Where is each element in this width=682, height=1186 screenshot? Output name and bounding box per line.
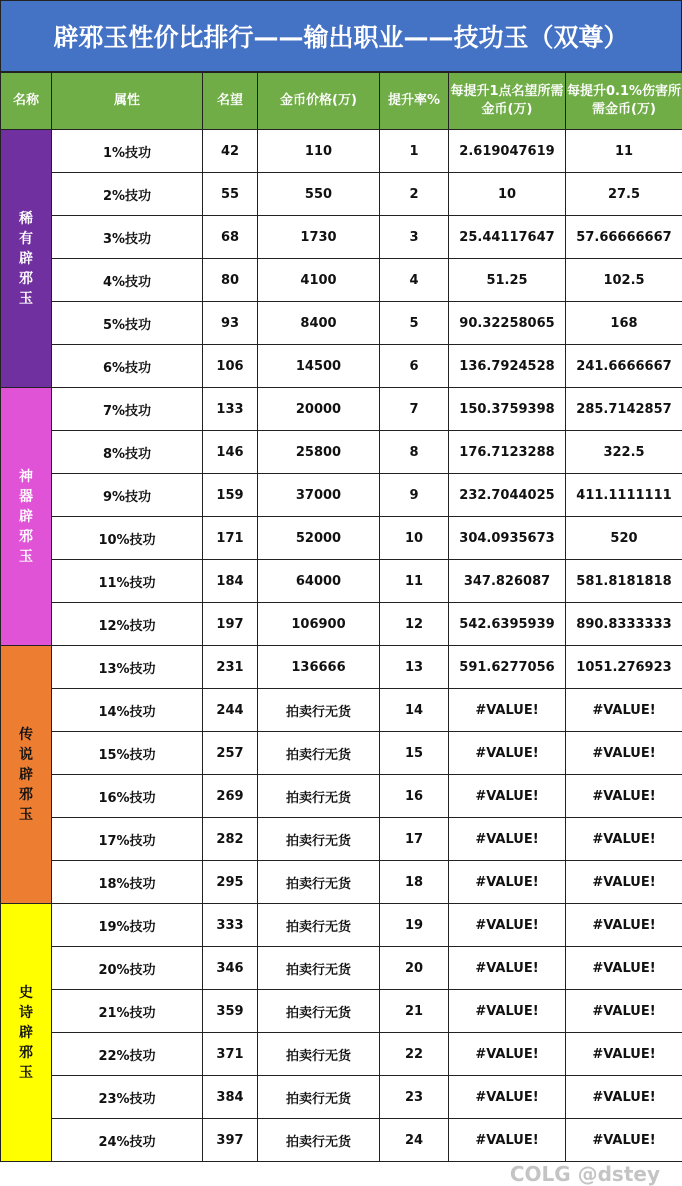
table-cell[interactable]: 241.6666667 <box>566 345 682 388</box>
table-cell[interactable]: 591.6277056 <box>449 646 566 689</box>
table-cell[interactable]: 269 <box>203 775 258 818</box>
table-cell[interactable]: 64000 <box>258 560 380 603</box>
table-cell[interactable]: 384 <box>203 1076 258 1119</box>
table-cell[interactable]: 25.44117647 <box>449 216 566 259</box>
table-cell[interactable]: 11 <box>380 560 449 603</box>
sheet-title: 辟邪玉性价比排行——输出职业——技功玉（双尊） <box>0 0 682 72</box>
table-cell[interactable]: 5%技功 <box>52 302 203 345</box>
table-cell[interactable]: 359 <box>203 990 258 1033</box>
table-cell[interactable]: 1%技功 <box>52 130 203 173</box>
table-cell[interactable]: 520 <box>566 517 682 560</box>
table-row <box>1 345 682 388</box>
table-cell[interactable]: #VALUE! <box>566 1119 682 1162</box>
table-cell[interactable]: 17%技功 <box>52 818 203 861</box>
table-cell[interactable]: 7%技功 <box>52 388 203 431</box>
table-cell[interactable]: 11%技功 <box>52 560 203 603</box>
table-cell[interactable]: 333 <box>203 904 258 947</box>
table-cell[interactable]: 51.25 <box>449 259 566 302</box>
price-table <box>0 72 682 1162</box>
column-header[interactable]: 属性 <box>52 73 203 130</box>
table-cell[interactable]: 581.8181818 <box>566 560 682 603</box>
table-row <box>1 388 682 431</box>
table-cell[interactable]: 21%技功 <box>52 990 203 1033</box>
table-row <box>1 990 682 1033</box>
table-cell[interactable]: 257 <box>203 732 258 775</box>
table-cell[interactable]: 550 <box>258 173 380 216</box>
table-cell[interactable]: 12%技功 <box>52 603 203 646</box>
table-cell[interactable]: 346 <box>203 947 258 990</box>
table-cell[interactable]: 10 <box>380 517 449 560</box>
table-cell[interactable]: 347.826087 <box>449 560 566 603</box>
table-cell[interactable]: 4100 <box>258 259 380 302</box>
table-cell[interactable]: 10 <box>449 173 566 216</box>
table-cell[interactable]: 542.6395939 <box>449 603 566 646</box>
table-cell[interactable]: 304.0935673 <box>449 517 566 560</box>
table-cell[interactable]: 14 <box>380 689 449 732</box>
table-row <box>1 646 682 689</box>
table-cell[interactable]: 13 <box>380 646 449 689</box>
table-cell[interactable]: 93 <box>203 302 258 345</box>
table-cell[interactable]: 232.7044025 <box>449 474 566 517</box>
table-cell[interactable]: 15 <box>380 732 449 775</box>
group-name-cell[interactable]: 神器辟邪玉 <box>1 388 52 646</box>
table-cell[interactable]: #VALUE! <box>566 904 682 947</box>
table-cell[interactable]: 9%技功 <box>52 474 203 517</box>
table-cell[interactable]: 136.7924528 <box>449 345 566 388</box>
table-cell[interactable]: 371 <box>203 1033 258 1076</box>
watermark: COLG @dstey <box>509 1162 660 1186</box>
table-cell[interactable]: #VALUE! <box>449 775 566 818</box>
table-cell[interactable]: 拍卖行无货 <box>258 1119 380 1162</box>
table-cell[interactable]: 168 <box>566 302 682 345</box>
table-cell[interactable]: 3%技功 <box>52 216 203 259</box>
table-cell[interactable]: #VALUE! <box>449 818 566 861</box>
table-cell[interactable]: 拍卖行无货 <box>258 861 380 904</box>
table-cell[interactable]: 4 <box>380 259 449 302</box>
table-cell[interactable]: 15%技功 <box>52 732 203 775</box>
table-cell[interactable]: 55 <box>203 173 258 216</box>
table-cell[interactable]: 10%技功 <box>52 517 203 560</box>
table-cell[interactable]: 322.5 <box>566 431 682 474</box>
table-cell[interactable]: 1 <box>380 130 449 173</box>
table-cell[interactable]: #VALUE! <box>449 1033 566 1076</box>
table-cell[interactable]: 13%技功 <box>52 646 203 689</box>
column-header[interactable]: 每提升1点名望所需金币(万) <box>449 73 566 130</box>
table-cell[interactable]: 150.3759398 <box>449 388 566 431</box>
table-row <box>1 947 682 990</box>
table-cell[interactable]: 21 <box>380 990 449 1033</box>
group-name-cell[interactable]: 史诗辟邪玉 <box>1 904 52 1162</box>
column-header[interactable]: 每提升0.1%伤害所需金币(万) <box>566 73 682 130</box>
table-cell[interactable]: 8 <box>380 431 449 474</box>
table-cell[interactable]: 3 <box>380 216 449 259</box>
table-cell[interactable]: 159 <box>203 474 258 517</box>
table-cell[interactable]: #VALUE! <box>566 689 682 732</box>
table-cell[interactable]: #VALUE! <box>449 1119 566 1162</box>
table-row <box>1 216 682 259</box>
table-cell[interactable]: 2%技功 <box>52 173 203 216</box>
table-row <box>1 560 682 603</box>
table-row <box>1 904 682 947</box>
table-cell[interactable]: 1051.276923 <box>566 646 682 689</box>
table-cell[interactable]: 6%技功 <box>52 345 203 388</box>
table-row <box>1 1033 682 1076</box>
table-cell[interactable]: 23%技功 <box>52 1076 203 1119</box>
table-cell[interactable]: #VALUE! <box>449 904 566 947</box>
table-row <box>1 818 682 861</box>
table-cell[interactable]: 57.66666667 <box>566 216 682 259</box>
table-cell[interactable]: 171 <box>203 517 258 560</box>
table-cell[interactable]: 27.5 <box>566 173 682 216</box>
table-cell[interactable]: 890.8333333 <box>566 603 682 646</box>
table-row <box>1 775 682 818</box>
table-cell[interactable]: 176.7123288 <box>449 431 566 474</box>
table-row <box>1 302 682 345</box>
table-cell[interactable]: 68 <box>203 216 258 259</box>
table-cell[interactable]: 14%技功 <box>52 689 203 732</box>
table-cell[interactable]: 拍卖行无货 <box>258 904 380 947</box>
table-row <box>1 861 682 904</box>
table-cell[interactable]: 244 <box>203 689 258 732</box>
table-cell[interactable]: 285.7142857 <box>566 388 682 431</box>
table-cell[interactable]: 52000 <box>258 517 380 560</box>
table-cell[interactable]: 110 <box>258 130 380 173</box>
table-cell[interactable]: 19 <box>380 904 449 947</box>
table-cell[interactable]: 397 <box>203 1119 258 1162</box>
table-cell[interactable]: 拍卖行无货 <box>258 1033 380 1076</box>
table-cell[interactable]: 19%技功 <box>52 904 203 947</box>
table-row <box>1 517 682 560</box>
table-cell[interactable]: 拍卖行无货 <box>258 689 380 732</box>
table-cell[interactable]: #VALUE! <box>566 990 682 1033</box>
table-cell[interactable]: 2 <box>380 173 449 216</box>
table-row <box>1 689 682 732</box>
table-cell[interactable]: 106900 <box>258 603 380 646</box>
table-cell[interactable]: 16%技功 <box>52 775 203 818</box>
table-cell[interactable]: #VALUE! <box>566 861 682 904</box>
table-cell[interactable]: 拍卖行无货 <box>258 1076 380 1119</box>
table-row <box>1 1076 682 1119</box>
column-header[interactable]: 名望 <box>203 73 258 130</box>
table-cell[interactable]: 22%技功 <box>52 1033 203 1076</box>
table-cell[interactable]: 拍卖行无货 <box>258 818 380 861</box>
table-cell[interactable]: 4%技功 <box>52 259 203 302</box>
table-cell[interactable]: 11 <box>566 130 682 173</box>
table-cell[interactable]: 24%技功 <box>52 1119 203 1162</box>
table-cell[interactable]: 295 <box>203 861 258 904</box>
table-cell[interactable]: 20 <box>380 947 449 990</box>
table-cell[interactable]: 拍卖行无货 <box>258 947 380 990</box>
table-cell[interactable]: 197 <box>203 603 258 646</box>
table-cell[interactable]: #VALUE! <box>449 732 566 775</box>
table-cell[interactable]: 18 <box>380 861 449 904</box>
table-row <box>1 259 682 302</box>
table-cell[interactable]: 6 <box>380 345 449 388</box>
table-cell[interactable]: 37000 <box>258 474 380 517</box>
table-cell[interactable]: #VALUE! <box>566 1033 682 1076</box>
table-cell[interactable]: #VALUE! <box>449 1076 566 1119</box>
table-cell[interactable]: 20000 <box>258 388 380 431</box>
table-cell[interactable]: 282 <box>203 818 258 861</box>
table-row <box>1 603 682 646</box>
table-row <box>1 474 682 517</box>
table-cell[interactable]: 8400 <box>258 302 380 345</box>
table-cell[interactable]: #VALUE! <box>449 861 566 904</box>
group-name-cell[interactable]: 稀有辟邪玉 <box>1 130 52 388</box>
table-cell[interactable]: 17 <box>380 818 449 861</box>
table-cell[interactable]: 23 <box>380 1076 449 1119</box>
group-name-cell[interactable]: 传说辟邪玉 <box>1 646 52 904</box>
table-cell[interactable]: 20%技功 <box>52 947 203 990</box>
table-cell[interactable]: 拍卖行无货 <box>258 775 380 818</box>
table-cell[interactable]: 24 <box>380 1119 449 1162</box>
table-row <box>1 1119 682 1162</box>
table-cell[interactable]: 80 <box>203 259 258 302</box>
header-row <box>1 73 682 130</box>
table-cell[interactable]: #VALUE! <box>566 818 682 861</box>
table-cell[interactable]: 16 <box>380 775 449 818</box>
table-cell[interactable]: 8%技功 <box>52 431 203 474</box>
table-cell[interactable]: 133 <box>203 388 258 431</box>
table-cell[interactable]: #VALUE! <box>566 732 682 775</box>
table-cell[interactable]: 42 <box>203 130 258 173</box>
table-cell[interactable]: 18%技功 <box>52 861 203 904</box>
table-cell[interactable]: 14500 <box>258 345 380 388</box>
table-cell[interactable]: #VALUE! <box>449 947 566 990</box>
table-cell[interactable]: #VALUE! <box>566 775 682 818</box>
table-cell[interactable]: 411.1111111 <box>566 474 682 517</box>
table-cell[interactable]: 拍卖行无货 <box>258 732 380 775</box>
column-header[interactable]: 名称 <box>1 73 52 130</box>
table-cell[interactable]: #VALUE! <box>449 990 566 1033</box>
table-row <box>1 732 682 775</box>
table-cell[interactable]: #VALUE! <box>449 689 566 732</box>
table-cell[interactable]: 136666 <box>258 646 380 689</box>
column-header[interactable]: 金币价格(万) <box>258 73 380 130</box>
table-cell[interactable]: 7 <box>380 388 449 431</box>
table-cell[interactable]: 106 <box>203 345 258 388</box>
table-cell[interactable]: #VALUE! <box>566 947 682 990</box>
table-row <box>1 431 682 474</box>
table-cell[interactable]: 9 <box>380 474 449 517</box>
table-row <box>1 173 682 216</box>
table-cell[interactable]: 102.5 <box>566 259 682 302</box>
table-cell[interactable]: 12 <box>380 603 449 646</box>
table-cell[interactable]: 5 <box>380 302 449 345</box>
table-cell[interactable]: 184 <box>203 560 258 603</box>
table-cell[interactable]: 25800 <box>258 431 380 474</box>
table-cell[interactable]: 2.619047619 <box>449 130 566 173</box>
table-cell[interactable]: 22 <box>380 1033 449 1076</box>
table-cell[interactable]: 90.32258065 <box>449 302 566 345</box>
table-cell[interactable]: #VALUE! <box>566 1076 682 1119</box>
column-header[interactable]: 提升率% <box>380 73 449 130</box>
table-cell[interactable]: 146 <box>203 431 258 474</box>
table-cell[interactable]: 231 <box>203 646 258 689</box>
table-row <box>1 130 682 173</box>
table-cell[interactable]: 1730 <box>258 216 380 259</box>
table-cell[interactable]: 拍卖行无货 <box>258 990 380 1033</box>
